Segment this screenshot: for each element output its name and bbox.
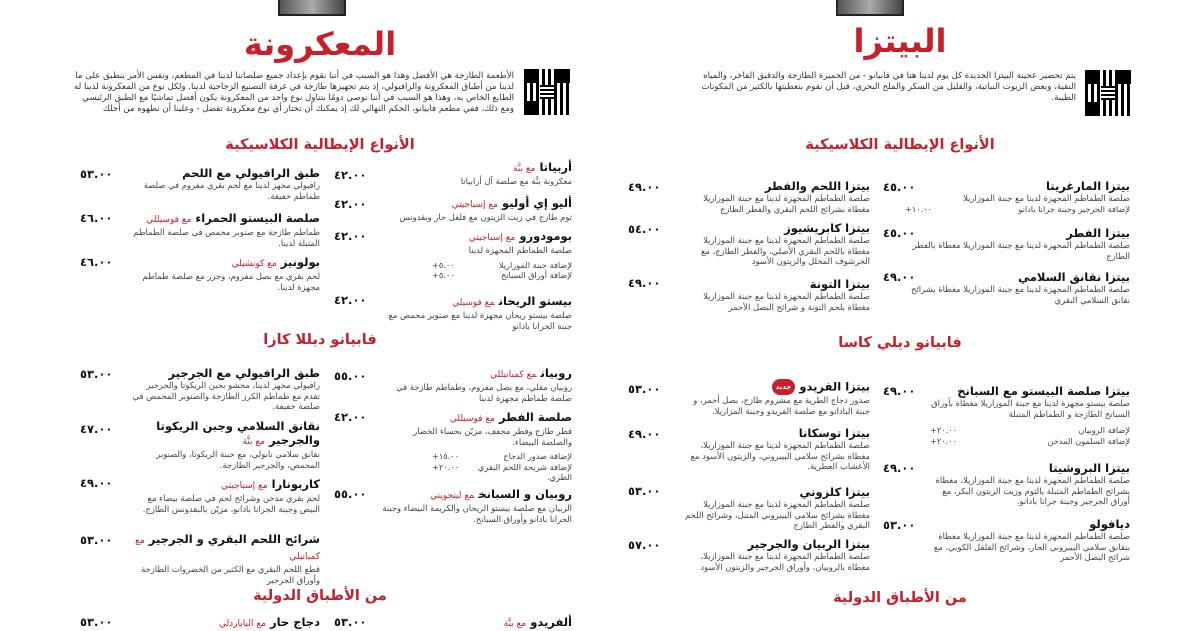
item-extra: لإضافة شريحة اللحم البقري الطري. +٢٠.٠٠ [432, 461, 572, 482]
pasta-fredo [382, 615, 572, 631]
pasta-pomodoro [382, 229, 572, 281]
item-desc: صلصة الطماطم المجهزة لدينا مع جبنة الموزاريلا مغطاة بشرائح سلامي البيبروني المتبل، وشرائح اللحم البقري والفطر الطازج [685, 499, 870, 530]
item-tag: مع الباباردلي [218, 619, 266, 629]
price-mushroom: ٤٥.٠٠ [883, 226, 916, 240]
pasta-shrimp-spinach [382, 487, 572, 524]
item-desc: صلصة الطماطم المجهزة لدينا مع جبنة الموزاريلا، مغطاة بشرائح الطماطم المتبلة بالثوم وزيت الزيتون البكر، مع أوراق الجرجير وجبنة جرانا بادانو. [935, 475, 1130, 506]
item-name: كاربونارا [271, 477, 320, 491]
item-name: أليو إي أوليو [502, 196, 572, 210]
item-tag: مع كونشيلي [231, 259, 277, 269]
pizza-section-classic: الأنواع الإيطالية الكلاسيكية [805, 137, 995, 153]
price-fredo-left: ٥٣.٠٠ [334, 615, 367, 629]
pizza-meat-mushroom [680, 179, 870, 214]
pasta-chicken-hot [130, 615, 320, 631]
price-shrimp-left: ٥٥.٠٠ [334, 369, 367, 383]
item-desc: رافيولي مجهز لدينا، محشو بجبن الريكوتا والجرجير تقدم مع طماطم الكرز الطازجة والصنوبر المحمص في صلصة خفيفة. [132, 380, 320, 411]
price-chicken-hot: ٥٣.٠٠ [80, 615, 113, 629]
item-tag: مع إسباجيتي [221, 481, 268, 491]
item-desc: صلصة الطماطم المجهزة لدينا مع جبنة الموزاريلا [963, 193, 1130, 203]
pasta-title: المعكرونة [243, 25, 397, 63]
price-pesto-spinach: ٤٩.٠٠ [883, 384, 916, 398]
item-name: بولونيز [280, 255, 320, 269]
pizza-tuna [680, 277, 870, 312]
item-name: ألفريدو [530, 615, 572, 629]
pizza-photo [836, 0, 904, 16]
item-desc: قطع اللحم البقري مع الكثير من الخضروات الطازجة وأوراق الجرجير [141, 564, 320, 585]
pizza-section-intl: من الأطباق الدولية [833, 590, 967, 606]
pasta-beef-rucola [130, 532, 320, 585]
pizza-page [600, 0, 1200, 630]
pasta-aglio [382, 196, 572, 223]
pasta-ravioli-meat [130, 166, 320, 201]
pasta-mushroom-sauce [382, 410, 572, 483]
pizza-capricciosa [680, 221, 870, 267]
item-name: بيتزا نقانق السلامي [1018, 270, 1130, 284]
item-name: بيتزا التونة [809, 277, 870, 291]
item-name: دجاج حار [269, 615, 320, 629]
pasta-section-intl: من الأطباق الدولية [253, 588, 387, 604]
item-name: صلصة الفطر [498, 410, 572, 424]
item-extra: لإضافة السلمون المدخن +٢٠.٠٠ [930, 435, 1130, 446]
item-tag: مع بنَّة [512, 164, 536, 174]
item-name: بيتزا البروشيتا [1048, 461, 1130, 475]
pasta-photo [278, 0, 346, 16]
item-name: أربياتا [539, 160, 572, 174]
pizza-section-casa: فابيانو ديلي كاسا [838, 335, 962, 351]
item-name: بيتزا الفطر [1066, 226, 1130, 240]
item-desc: صلصة الطماطم المجهزة لدينا مع جبنة الموزاريلا مغطاة بلحم التونة و شرائح البصل الأحمر [703, 291, 870, 312]
item-desc: فطر طازج وفطر مجفف، مزيّن بحساء الخضار والصلصة البيضاء. [413, 426, 572, 447]
item-tag: مع إسباجيتي [468, 233, 516, 243]
item-name: بيتزا كلزوني [799, 485, 870, 499]
item-name: طبق الرافيولي مع اللحم [182, 166, 320, 180]
price-salami: ٤٩.٠٠ [883, 270, 916, 284]
item-name: نقانق السلامي وجبن الريكوتا والجرجير [156, 419, 320, 447]
item-name: بيتزا توسكانا [798, 426, 870, 440]
pizza-calzone [680, 485, 870, 531]
pizza-qr-code[interactable] [1085, 70, 1131, 116]
price-ravioli-meat: ٥٣.٠٠ [80, 167, 113, 181]
pasta-salami-ricotta [130, 419, 320, 470]
item-desc: لحم بقري مدخن وشرائح لحم في صلصة بيضاء مع البيض وجبنة الجرانا بادانو، مزيّن بالبقدونس الطازج. [142, 493, 320, 514]
item-name: روبيان [540, 366, 572, 380]
item-tag: مع فوسيلي [452, 298, 495, 308]
item-tag: مع إسباجيتي [451, 200, 499, 210]
price-carbonara: ٤٩.٠٠ [80, 476, 113, 490]
item-name: بيتزا كابريشيوز [784, 221, 870, 235]
item-desc: صلصة الطماطم المجهزة لدينا مع جبنة الموزاريلا مغطاة بشرائح نقانق السلامي البقري [911, 284, 1130, 305]
price-fredo: ٥٣.٠٠ [628, 382, 661, 396]
pizza-title: البيتزا [853, 22, 947, 60]
item-desc: صلصة الطماطم المجهزة لدينا مع جبنة الموزاريلا مغطاة بنقانق سلامي البيبروني الحار، وشرائح الفلفل الكوبي، مع شرائح البصل الأحمر [933, 531, 1130, 562]
item-tag: مع فوسيللي [449, 414, 495, 424]
item-tag: مع فوسيللي [146, 215, 192, 225]
item-name: ديافولو [1089, 517, 1130, 531]
item-desc: صلصة الطماطم المجهزة لدينا [468, 245, 572, 255]
item-tag: مع كمبانيللي [490, 370, 537, 380]
pasta-section-casa: فابيانو ديللا كازا [263, 332, 377, 348]
pasta-carbonara [130, 477, 320, 514]
item-desc: صلصة الطماطم المجهزة لدينا مع جبنة الموزاريلا، مغطاة بالروبيان، وأوراق الجرجير والزيتون الأسود [700, 551, 870, 572]
pasta-ravioli-rucola [130, 366, 320, 412]
price-shrimp-spinach: ٥٥.٠٠ [334, 487, 367, 501]
item-extra: لإضافة صدور الدجاج +١٥.٠٠ [432, 451, 572, 461]
price-toscana: ٤٩.٠٠ [628, 427, 661, 441]
item-desc: صلصة بيستو مجهزة لدينا مع جبنة الموزاريلا مغطاة بأوراق السبانخ الطازجة و الطماطم المتبلة [931, 398, 1130, 419]
price-calzone: ٥٣.٠٠ [628, 484, 661, 498]
pasta-bolognese [130, 255, 320, 292]
pasta-arrabbiata [382, 160, 572, 187]
pizza-prosciutto [930, 461, 1130, 507]
item-desc: صلصة الطماطم المجهزة لدينا مع جبنة الموزاريلا مغطاة باللحم البقري الأصلي، والفطر الطازج، مع الخرشوف المخلل والزيتون الأسود [700, 235, 870, 266]
price-ravioli-rucola: ٥٣.٠٠ [80, 367, 113, 381]
item-extra: لإضافة أوراق السبانخ +٥.٠٠ [432, 270, 572, 280]
item-name: بيتزا اللحم والفطر [764, 179, 870, 193]
item-extra: لإضافة الروبيان +٢٠.٠٠ [930, 425, 1130, 435]
pasta-pesto-red [130, 211, 320, 248]
pizza-toscana [680, 426, 870, 472]
pasta-section-classic: الأنواع الإيطالية الكلاسيكية [225, 137, 415, 153]
item-extra: لإضافة جبنة الموزاريلا +٥.٠٠ [432, 259, 572, 270]
price-aglio: ٤٢.٠٠ [334, 197, 367, 211]
pasta-shrimp [382, 366, 572, 403]
item-name: بيتزا المارغريتا [1045, 179, 1130, 193]
price-prosciutto: ٤٩.٠٠ [883, 461, 916, 475]
price-pesto-red: ٤٦.٠٠ [80, 211, 113, 225]
price-arrabbiata: ٤٢.٠٠ [334, 168, 367, 182]
item-desc: نقانق سلامي نابولي، مع جبنة الريكوتا، والصنوبر المحمص، والجرجير الطازجة. [156, 449, 320, 470]
pasta-intro: الأطعمة الطازجة هي الأفضل وهذا هو السبب في أننا نقوم بإعداد جميع صلصاتنا لدينا في المطعم، ونفس الأمر ينطبق على ما لدينا من أطباق المعكرونة والرافيولي، إذ يتم تجهيزها طازجة في غرفة التصنيع الزجاجية لدينا. ولكل نوع من المعكرونة لدينا له الطابع الخاص به، وهذا هو السبب في أننا نوصي دومًا بتناول نوع واحد من المعكرونة يكون أفضل تماشيًا مع الطبق الرئيسي ومع ذلك، ففي مطعم فابيانو، الحكم النهائي لك إذ يمكنك أن تختار أي نوع معكرونة تفضل - وعلينا أن نطهوه من أجلك [74, 71, 514, 114]
item-name: بومودورو [519, 229, 572, 243]
price-salami-ricotta: ٤٧.٠٠ [80, 422, 113, 436]
price-tuna: ٤٩.٠٠ [628, 276, 661, 290]
price-mushroom-sauce: ٤٢.٠٠ [334, 410, 367, 424]
price-meat: ٤٩.٠٠ [628, 180, 661, 194]
price-capricciosa: ٥٤.٠٠ [628, 222, 661, 236]
item-name: روبيان و السبانخ [478, 487, 572, 501]
price-beef-rucola: ٥٣.٠٠ [80, 533, 113, 547]
pizza-shrimp-rucola [680, 537, 870, 572]
item-extra: لإضافة الجرجير وجبنة جرانا بادانو +١٠.٠٠ [905, 203, 1130, 214]
item-desc: معكرونة بنَّة مع صلصة آل أرابياتا [460, 176, 572, 186]
item-tag: مع كمبانيلي [135, 536, 320, 562]
item-desc: لحم بقري مع بصل مفروم، وجزر مع صلصة طماطم مجهزة لدينا. [142, 271, 320, 292]
item-desc: طماطم طازجة مع صنوبر محمص في صلصة الطماطم المتبلة لدينا. [133, 227, 320, 248]
item-desc: صلصة الطماطم المجهزة لدينا مع جبنة الموزاريلا مغطاة بشرائح اللحم البقري والفطر الطازج [703, 193, 870, 214]
price-pomodoro: ٤٢.٠٠ [334, 229, 367, 243]
price-pesto: ٤٢.٠٠ [334, 293, 367, 307]
item-desc: ثوم طازج في زيت الزيتون مع فلفل حار وبقدونس [399, 212, 572, 222]
item-name: بيتزا الربيان والجرجير [747, 537, 870, 551]
pasta-pesto [382, 294, 572, 331]
pizza-fredo [680, 379, 870, 416]
price-diavolo: ٥٣.٠٠ [883, 518, 916, 532]
item-name: صلصة البيستو الحمراء [195, 211, 320, 225]
pizza-intro: يتم تحضير عجينة البيتزا الجديدة كل يوم لدينا هنا في فابيانو - من الخميرة الطازجة والدقيق الفاخر، والمياه النقية، وبعض الزيوت النباتية، والقليل من السكر والملح البحري، قبل أن نقوم بتغطيتها بالكثير من المكونات الطيبة. [701, 71, 1076, 103]
new-badge: جديد [772, 379, 796, 395]
item-tag: مع بنَّة [503, 619, 527, 629]
item-name: شرائح اللحم البقري و الجرجير [148, 532, 320, 546]
item-name: بيتزا الفريدو [799, 379, 870, 394]
item-name: بيستو الريحان [498, 294, 572, 308]
item-desc: صلصة الطماطم المجهزة لدينا مع جبنة الموزاريلا، مغطاة بشرائح سلامي البيبروني، والزيتون الأسود مع الأعشاب العطرية. [690, 440, 870, 471]
item-desc: الربيان مع صلصة بيستو الريحان والكريمة البيضاء وجبنة الجرانا بادانو وأوراق السبانخ. [382, 503, 572, 524]
item-desc: روبيان مقلي، مع بصل مفروم، وطماطم طازجة في صلصة طماطم مجهزة لدينا [396, 382, 572, 403]
price-margherita: ٤٥.٠٠ [883, 180, 916, 194]
item-desc: صدور دجاج الطرية مع مشروم طازج، بصل أحمر، و جبنة البادانو مع صلصة الفريدو وجبنة المزاريلا. [693, 395, 870, 416]
item-desc: رافيولي مجهز لدينا مع لحم بقري مفروم في صلصة طماطم خفيفة. [143, 180, 320, 201]
item-desc: صلصة بيستو ريحان مجهزة لدينا مع صنوبر محمص مع جبنة الجرانا بادانو [388, 310, 572, 331]
pizza-pesto-spinach [930, 384, 1130, 446]
price-shrimp: ٥٧.٠٠ [628, 538, 661, 552]
item-tag: مع بنَّة [242, 437, 265, 447]
item-desc: صلصة الطماطم المجهزة لدينا مع جبنة الموزاريلا مغطاة بالفطر الطازج [912, 240, 1130, 261]
item-tag: مع لينجويني [430, 491, 475, 501]
pasta-qr-code[interactable] [524, 69, 570, 115]
item-name: بيتزا صلصة البيستو مع السبانخ [957, 384, 1130, 398]
pizza-diavolo [930, 517, 1130, 563]
item-name: طبق الرافيولي مع الجرجير [168, 366, 320, 380]
price-bolognese: ٤٦.٠٠ [80, 255, 113, 269]
pasta-page [0, 0, 600, 630]
